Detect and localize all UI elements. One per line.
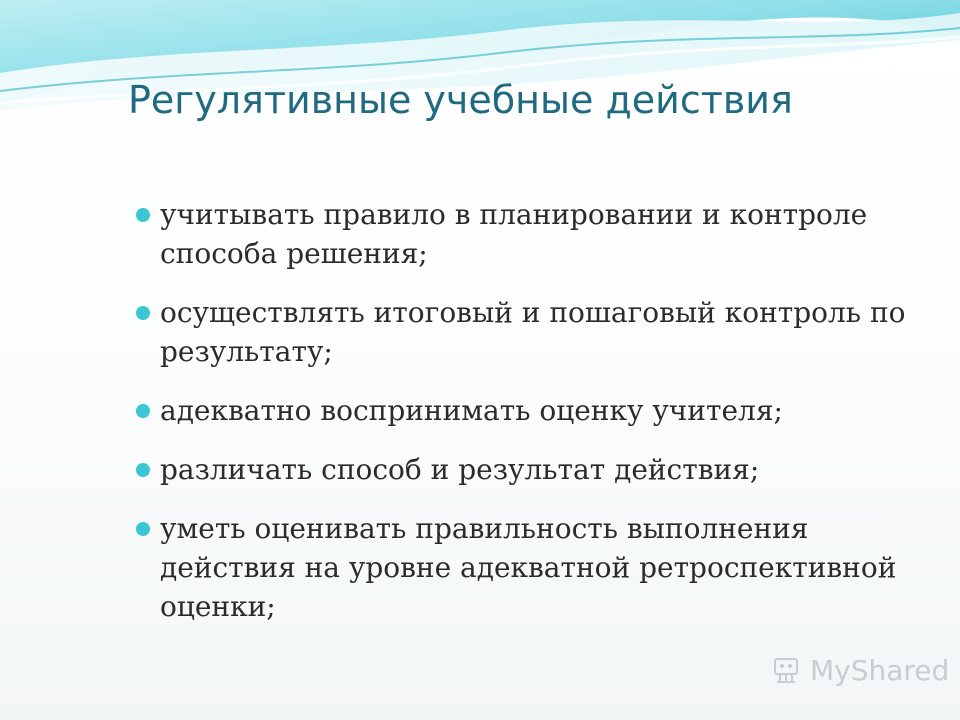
slide-title: Регулятивные учебные действия <box>128 78 793 122</box>
bullet-text: осуществлять итоговый и пошаговый контроль по результату; <box>160 296 906 368</box>
list-item <box>160 509 920 626</box>
bullet-dot-icon <box>136 208 150 222</box>
myshared-watermark <box>770 655 949 687</box>
watermark-text: MyShared <box>810 654 950 687</box>
bullet-dot-icon <box>136 306 150 320</box>
bullet-text: уметь оценивать правильность выполнения действия на уровне адекватной ретроспективной оценки; <box>160 512 897 623</box>
bullet-dot-icon <box>136 404 150 418</box>
bullet-text: различать способ и результат действия; <box>160 453 760 486</box>
bullet-text: учитывать правило в планировании и контроле способа решения; <box>160 198 868 270</box>
bullet-dot-icon <box>136 522 150 536</box>
list-item <box>160 391 920 430</box>
list-item <box>160 195 920 273</box>
classroom-icon <box>770 655 802 687</box>
bullet-text: адекватно воспринимать оценку учителя; <box>160 394 783 427</box>
list-item <box>160 450 920 489</box>
list-item <box>160 293 920 371</box>
bullet-list <box>160 195 920 646</box>
bullet-dot-icon <box>136 463 150 477</box>
